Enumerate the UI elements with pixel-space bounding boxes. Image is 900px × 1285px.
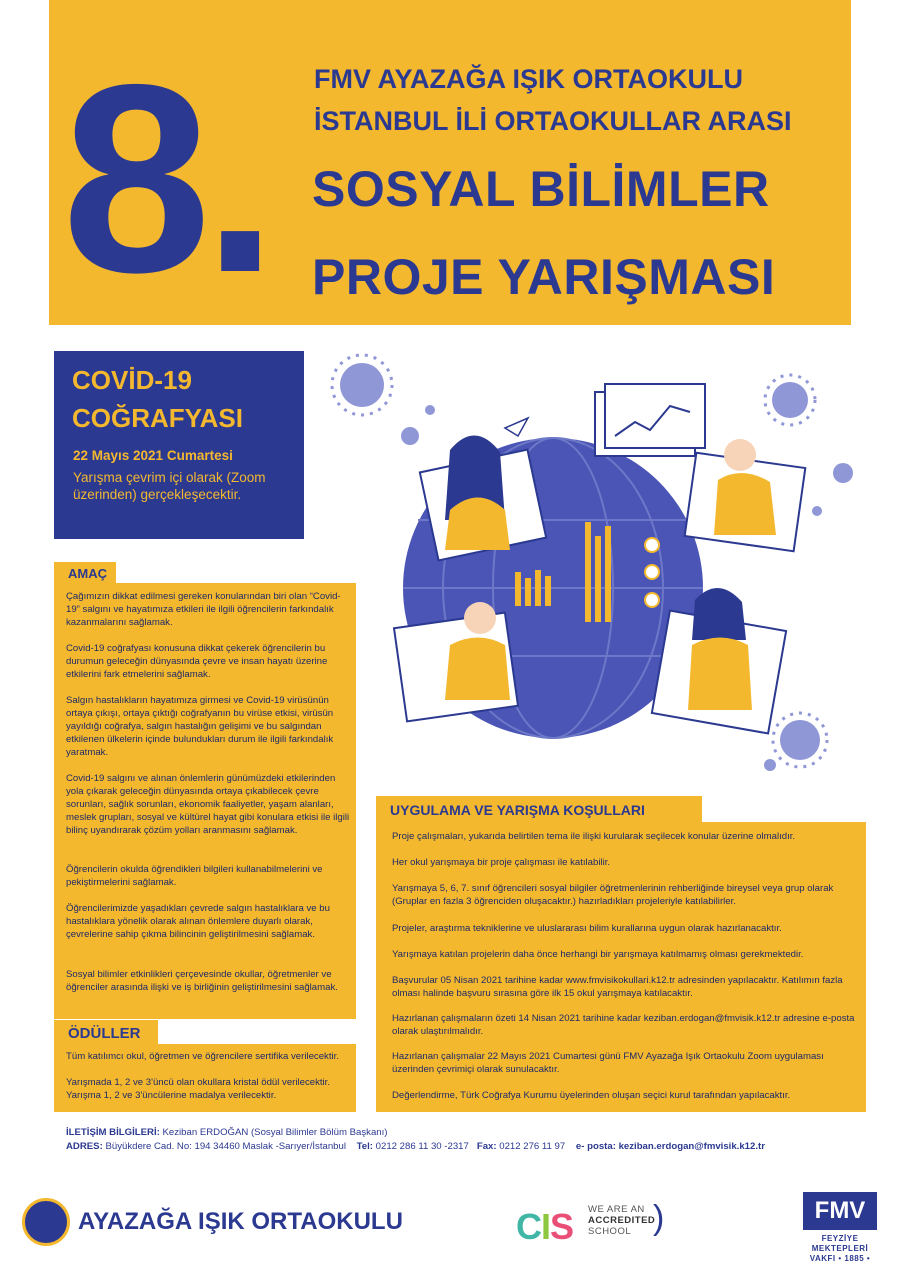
- uygulama-paragraph: Proje çalışmaları, yukarıda belirtilen tema ile ilişki kurularak seçilecek konular üzerine olmalıdır.: [392, 831, 796, 842]
- fax-value: 0212 276 11 97: [499, 1141, 566, 1152]
- uygulama-paragraph: Hazırlanan çalışmalar 22 Mayıs 2021 Cumartesi günü FMV Ayazağa Işık Ortaokulu Zoom uygulaması üzerinden çevrimiçi olarak sunulacaktır.: [392, 1051, 824, 1075]
- uygulama-paragraph: Yarışmaya 5, 6, 7. sınıf öğrencileri sosyal bilgiler öğretmenlerinin rehberliğinde bireysel veya grup olarak (Gruplar en fazla 3 öğrenciden oluşacaktır.) hazırladıkları projeleriyle katılabilirler.: [392, 883, 834, 907]
- fax-label: Fax:: [476, 1141, 497, 1152]
- email-label: e- posta:: [575, 1141, 616, 1152]
- section-tab-uygulama: UYGULAMA VE YARIŞMA KOŞULLARI: [376, 796, 702, 823]
- uygulama-paragraph: Her okul yarışmaya bir proje çalışması ile katılabilir.: [392, 857, 611, 868]
- tel-label: Tel:: [356, 1141, 373, 1152]
- event-description: Yarışma çevrim içi olarak (Zoom üzerinden) gerçekleşecektir.: [73, 470, 266, 502]
- illustration-online-meeting: [300, 340, 860, 780]
- theme-title-line2: COĞRAFYASI: [72, 403, 243, 433]
- uygulama-paragraph: Hazırlanan çalışmaların özeti 14 Nisan 2021 tarihine kadar keziban.erdogan@fmvisik.k12.tr adresine e-posta olarak ulaştırılmalıdır.: [392, 1013, 855, 1037]
- contest-title-line1: SOSYAL BİLİMLER: [312, 161, 770, 217]
- school-title: FMV AYAZAĞA IŞIK ORTAOKULU: [314, 64, 744, 94]
- uygulama-paragraph: Başvurular 05 Nisan 2021 tarihine kadar www.fmvisikokullari.k12.tr adresinden yapılacaktır. Katılımın fazla olması halinde başvuru sırasına göre ilk 15 okul yarışmaya katılacaktır.: [392, 975, 843, 999]
- cis-bracket-icon: ): [653, 1199, 665, 1237]
- email-link[interactable]: keziban.erdogan@fmvisik.k12.tr: [618, 1141, 765, 1152]
- edition-number: 8.: [62, 28, 270, 328]
- uygulama-paragraph: Değerlendirme, Türk Coğrafya Kurumu üyelerinden oluşan seçici kurul tarafından yapılacaktır.: [392, 1090, 791, 1101]
- fmv-subtitle: FEYZİYE MEKTEPLERİ VAKFI • 1885 •: [809, 1234, 871, 1263]
- oduller-line: Yarışma 1, 2 ve 3'üncülerine madalya verilecektir.: [66, 1090, 277, 1101]
- amac-paragraph: Covid-19 coğrafyası konusuna dikkat çekerek öğrencilerin bu durumun geleceğin dünyasında çevre ve insan hayatı üzerine etkilerini fark etmelerini sağlamak.: [66, 643, 328, 680]
- oduller-line: Yarışmada 1, 2 ve 3'üncü olan okullara kristal ödül verilecektir.: [66, 1077, 331, 1088]
- amac-paragraph: Covid-19 salgını ve alınan önlemlerin günümüzdeki etkilerinden yola çıkarak geleceğin dünyasında ortaya çıkabilecek çevre sorunları, sağlık sorunları, ekonomik faaliyetler, yaşam alanları, meslek grupları, sosyal ve kültürel hayat gibi konulara etkisi ile ilgili bilinç uyandırarak çözüm yolları aranmasını sağlamak.: [66, 773, 350, 836]
- amac-paragraph: Salgın hastalıkların hayatımıza girmesi ve Covid-19 virüsünün ortaya çıkışı, ortaya çıktığı coğrafyanın bu virüse etkisi, virüsün yayıldığı coğrafya, salgın hastalığın gelişimi ve bu salgından etkilenen ülkelerin içinde bulundukları durum ile ilgili farkındalık yaratmak.: [66, 695, 334, 758]
- uygulama-paragraph: Projeler, araştırma tekniklerine ve uluslararası bilim kurallarına uygun olarak hazırlanacaktır.: [392, 923, 782, 934]
- person-top-left: [420, 435, 546, 560]
- address-label: ADRES:: [66, 1141, 103, 1152]
- school-logo-icon: [22, 1198, 70, 1246]
- amac-paragraph: Çağımızın dikkat edilmesi gereken konularından biri olan “Covid-19” salgını ve hayatımıza etkileri ile ilgili öğrencilerin farkındalık kazanmalarını sağlamak.: [66, 591, 341, 628]
- fmv-logo: FMV: [803, 1192, 877, 1230]
- school-name: AYAZAĞA IŞIK ORTAOKULU: [78, 1208, 403, 1235]
- address-value: Büyükdere Cad. No: 194 34460 Maslak -Sarıyer/İstanbul: [105, 1141, 346, 1152]
- cis-logo: CIS: [516, 1206, 574, 1247]
- cis-accreditation: WE ARE AN ACCREDITED SCHOOL: [588, 1204, 656, 1237]
- person-top-right: [685, 439, 806, 551]
- tel-value: 0212 286 11 30 -2317: [375, 1141, 469, 1152]
- theme-title-line1: COVİD-19: [72, 365, 192, 395]
- amac-paragraph: Öğrencilerimizde yaşadıkları çevrede salgın hastalıklara ve bu hastalıklara yönelik olarak alınan önlemlere duyarlı olarak, çevrelerine sahip çıkma bilincinin geliştirilmesini sağlamak.: [66, 903, 330, 940]
- contact-label: İLETİŞİM BİLGİLERİ:: [66, 1127, 160, 1138]
- uygulama-paragraph: Yarışmaya katılan projelerin daha önce herhangi bir yarışmaya katılmamış olması gerekmektedir.: [392, 949, 804, 960]
- amac-paragraph: Sosyal bilimler etkinlikleri çerçevesinde okullar, öğretmenler ve öğrenciler arasında ilişki ve iş birliğinin geliştirilmesini sağlamak.: [66, 969, 338, 993]
- contest-title-line2: PROJE YARIŞMASI: [312, 249, 776, 305]
- section-tab-oduller: ÖDÜLLER: [54, 1020, 158, 1046]
- theme-box: [54, 351, 304, 539]
- contact-info: [66, 1126, 765, 1154]
- oduller-line: Tüm katılımcı okul, öğretmen ve öğrencilere sertifika verilecektir.: [66, 1051, 339, 1062]
- scope-title: İSTANBUL İLİ ORTAOKULLAR ARASI: [314, 106, 792, 136]
- contact-person: Keziban ERDOĞAN (Sosyal Bilimler Bölüm Başkanı): [162, 1127, 388, 1138]
- event-date: 22 Mayıs 2021 Cumartesi: [73, 448, 233, 463]
- amac-paragraph: Öğrencilerin okulda öğrendikleri bilgileri kullanabilmelerini ve pekiştirmelerini sağlamak.: [66, 864, 323, 888]
- section-tab-amac: AMAÇ: [54, 562, 116, 584]
